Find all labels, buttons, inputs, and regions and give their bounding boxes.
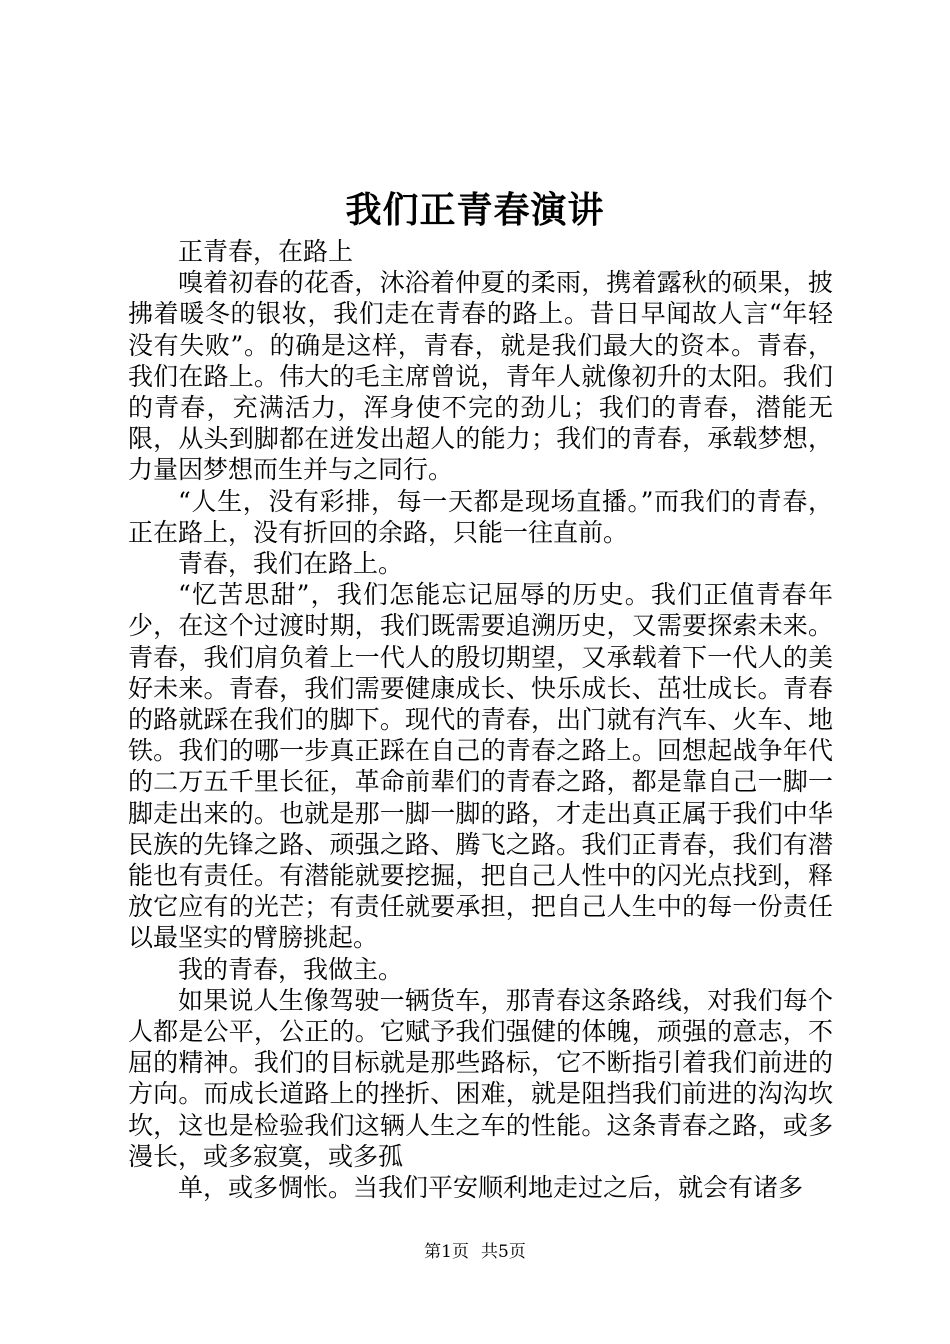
paragraph: 嗅着初春的花香，沐浴着仲夏的柔雨，携着露秋的硕果，披拂着暖冬的银妆，我们走在青春的路上。昔日早闻故人言“年轻没有失败”。的确是这样，青春，就是我们最大的资本。青春，我们在路上。伟大的毛主席曾说，青年人就像初升的太阳。我们的青春，充满活力，浑身使不完的劲儿；我们的青春，潜能无限，从头到脚都在迸发出超人的能力；我们的青春，承载梦想，力量因梦想而生并与之同行。 (128, 268, 833, 485)
paragraph: 如果说人生像驾驶一辆货车，那青春这条路线，对我们每个人都是公平，公正的。它赋予我们强健的体魄，顽强的意志，不屈的精神。我们的目标就是那些路标，它不断指引着我们前进的方向。而成长道路上的挫折、困难，就是阻挡我们前进的沟沟坎坎，这也是检验我们这辆人生之车的性能。这条青春之路，或多漫长，或多寂寞，或多孤 (128, 985, 833, 1171)
paragraph: “忆苦思甜”，我们怎能忘记屈辱的历史。我们正值青春年少，在这个过渡时期，我们既需要追溯历史，又需要探索未来。青春，我们肩负着上一代人的殷切期望，又承载着下一代人的美好未来。青春，我们需要健康成长、快乐成长、茁壮成长。青春的路就踩在我们的脚下。现代的青春，出门就有汽车、火车、地铁。我们的哪一步真正踩在自己的青春之路上。回想起战争年代的二万五千里长征，革命前辈们的青春之路，都是靠自己一脚一脚走出来的。也就是那一脚一脚的路，才走出真正属于我们中华民族的先锋之路、顽强之路、腾飞之路。我们正青春，我们有潜能也有责任。有潜能就要挖掘，把自己人性中的闪光点找到，释放它应有的光芒；有责任就要承担，把自己人生中的每一份责任以最坚实的臂膀挑起。 (128, 580, 833, 953)
page-footer (0, 1240, 950, 1264)
paragraph: 单，或多惆怅。当我们平安顺利地走过之后，就会有诸多 (178, 1173, 804, 1203)
paragraph-heading: 我的青春，我做主。 (178, 954, 404, 984)
paragraph-subtitle: 正青春，在路上 (178, 237, 354, 266)
page-number: 第1页 (424, 1242, 469, 1262)
page-total: 共5页 (481, 1242, 526, 1262)
document-title: 我们正青春演讲 (345, 189, 605, 231)
document-body (128, 236, 833, 1203)
paragraph: “人生，没有彩排，每一天都是现场直播。”而我们的青春，正在路上，没有折回的余路，只能一往直前。 (128, 486, 833, 547)
paragraph-heading: 青春，我们在路上。 (178, 549, 404, 579)
